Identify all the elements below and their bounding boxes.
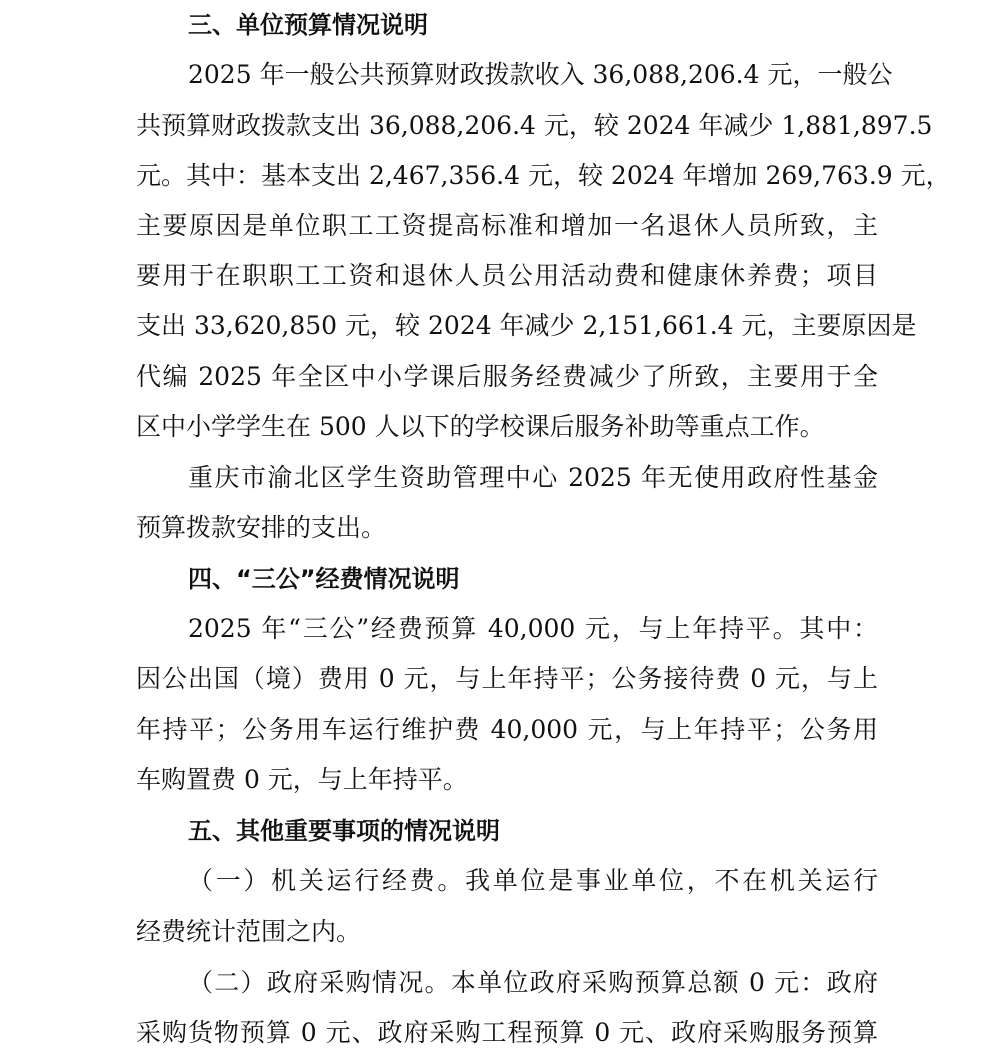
section-heading: 五、其他重要事项的情况说明 (188, 817, 500, 845)
paragraph-line: 因公出国（境）费用 0 元，与上年持平；公务接待费 0 元，与上 (136, 664, 878, 693)
paragraph-line: 年持平；公务用车运行维护费 40,000 元，与上年持平；公务用 (136, 715, 878, 744)
paragraph-line: 预算拨款安排的支出。 (136, 513, 387, 542)
section-heading: 四、“三公”经费情况说明 (188, 565, 460, 593)
paragraph-line: 元。其中：基本支出 2,467,356.4 元，较 2024 年增加 269,763.9 元， (136, 161, 951, 190)
paragraph-line: 采购货物预算 0 元、政府采购工程预算 0 元、政府采购服务预算 (136, 1018, 878, 1047)
paragraph-line: 共预算财政拨款支出 36,088,206.4 元，较 2024 年减少 1,881,897.5 (136, 111, 933, 140)
paragraph-line: 2025 年“三公”经费预算 40,000 元，与上年持平。其中： (188, 614, 878, 643)
paragraph-line: 支出 33,620,850 元，较 2024 年减少 2,151,661.4 元，主要原因是 (136, 311, 917, 340)
section-heading: 三、单位预算情况说明 (188, 11, 428, 39)
paragraph-line: 2025 年一般公共预算财政拨款收入 36,088,206.4 元，一般公 (188, 60, 893, 89)
paragraph-line: 区中小学学生在 500 人以下的学校课后服务补助等重点工作。 (136, 412, 825, 441)
paragraph-line: 要用于在职职工工资和退休人员公用活动费和健康休养费；项目 (136, 261, 878, 290)
paragraph-line: 车购置费 0 元，与上年持平。 (136, 765, 468, 794)
paragraph-line: （一）机关运行经费。我单位是事业单位，不在机关运行 (188, 866, 878, 895)
paragraph-line: 经费统计范围之内。 (136, 917, 362, 946)
paragraph-line: （二）政府采购情况。本单位政府采购预算总额 0 元：政府 (188, 968, 878, 997)
paragraph-line: 重庆市渝北区学生资助管理中心 2025 年无使用政府性基金 (188, 463, 878, 492)
paragraph-line: 代编 2025 年全区中小学课后服务经费减少了所致，主要用于全 (136, 362, 878, 391)
paragraph-line: 主要原因是单位职工工资提高标准和增加一名退休人员所致，主 (136, 211, 878, 240)
